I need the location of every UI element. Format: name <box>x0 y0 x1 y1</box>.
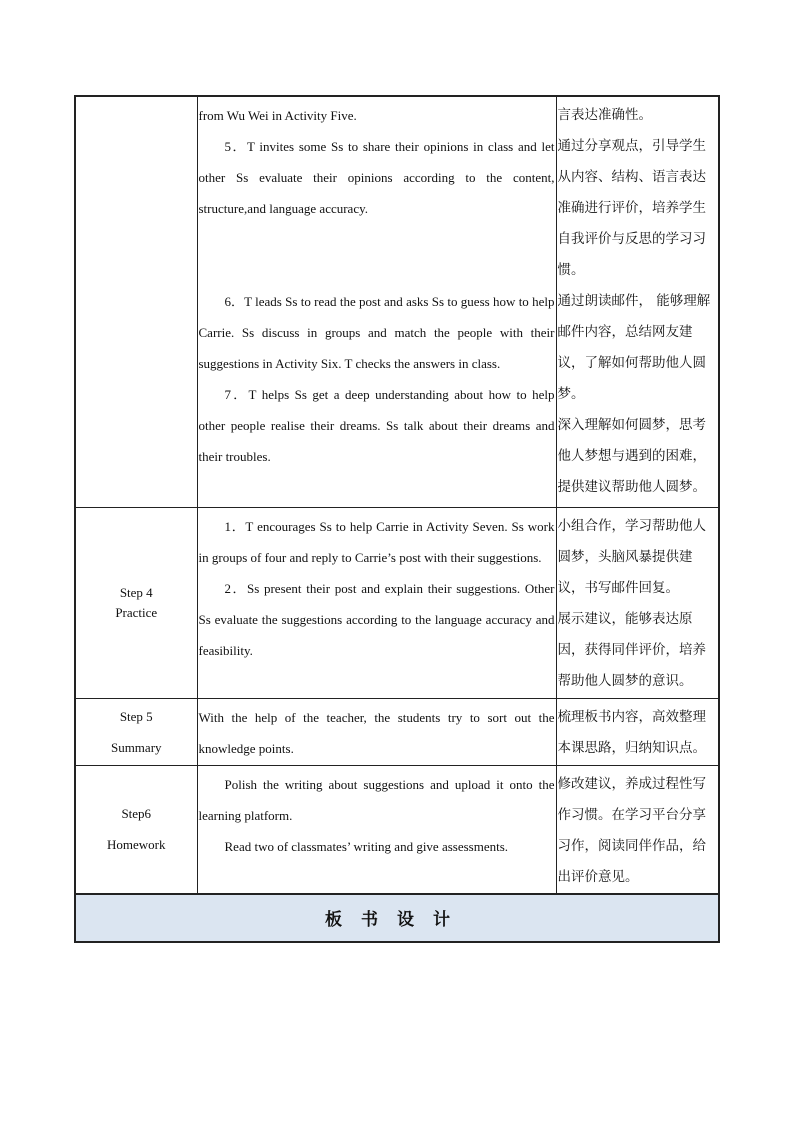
step-title: Summary <box>110 739 162 755</box>
purpose-cell <box>556 765 719 894</box>
step-cell <box>75 765 197 894</box>
purpose-text: 言表达准确性。 <box>557 107 652 123</box>
activity-text: 5．T invites some Ss to share their opinions in class and let other Ss evaluate their opinions according to the content, structure,and language accuracy. <box>198 139 555 216</box>
step-cell <box>75 507 197 698</box>
activity-text: 6．T leads Ss to read the post and asks Ss to guess how to help Carrie. Ss discuss in groups and match the people with their suggestions in Activity Six. T checks the answers in class. <box>198 294 555 371</box>
purpose-text: 小组合作，学习帮助他人圆梦，头脑风暴提供建议，书写邮件回复。 <box>557 517 706 596</box>
activity-text: Read two of classmates’ writing and give assessments. <box>224 838 509 854</box>
step-cell <box>75 698 197 765</box>
purpose-text: 通过朗读邮件， 能够理解邮件内容，总结网友建议，了解如何帮助他人圆梦。 <box>557 293 711 402</box>
step-number: Step 4 <box>119 584 153 600</box>
activity-text: 2．Ss present their post and explain their suggestions. Other Ss evaluate the suggestions according to the language accuracy and feasibility. <box>198 580 555 658</box>
spacer <box>199 224 555 286</box>
step-title: Homework <box>107 837 166 852</box>
activity-cell <box>197 765 556 894</box>
lesson-plan-table <box>74 95 720 943</box>
purpose-text: 展示建议，能够表达原因，获得同伴评价，培养帮助他人圆梦的意识。 <box>557 610 706 689</box>
activity-text: 1．T encourages Ss to help Carrie in Activity Seven. Ss work in groups of four and reply to Carrie’s post with their suggestions. <box>198 518 555 565</box>
purpose-text: 通过分享观点，引导学生从内容、结构、语言表达准确进行评价，培养学生自我评价与反思的学习习惯。 <box>557 138 706 278</box>
step-number: Step6 <box>121 806 152 821</box>
activity-cell <box>197 507 556 698</box>
purpose-text: 修改建议，养成过程性写作习惯。在学习平台分享习作，阅读同伴作品，给出评价意见。 <box>557 775 706 885</box>
table-row <box>75 96 719 507</box>
step-title: Practice <box>115 604 158 620</box>
purpose-cell <box>556 96 719 507</box>
step-number: Step 5 <box>119 708 153 724</box>
board-design-row <box>75 894 719 942</box>
purpose-text: 深入理解如何圆梦，思考他人梦想与遇到的困难，提供建议帮助他人圆梦。 <box>557 417 706 495</box>
table-row <box>75 698 719 765</box>
activity-text: from Wu Wei in Activity Five. <box>198 108 357 123</box>
purpose-text: 梳理板书内容，高效整理本课思路，归纳知识点。 <box>557 708 706 756</box>
activity-text: Polish the writing about suggestions and upload it onto the learning platform. <box>198 776 555 823</box>
board-design-heading: 板书设计 <box>75 894 719 942</box>
activity-cell <box>197 96 556 507</box>
step-cell <box>75 96 197 507</box>
activity-text: 7．T helps Ss get a deep understanding about how to help other people realise their dreams. Ss talk about their dreams and their troubles. <box>198 387 555 464</box>
activity-text: With the help of the teacher, the students try to sort out the knowledge points. <box>198 709 555 756</box>
table-row <box>75 507 719 698</box>
purpose-cell <box>556 507 719 698</box>
purpose-cell <box>556 698 719 765</box>
activity-cell <box>197 698 556 765</box>
table-row <box>75 765 719 894</box>
